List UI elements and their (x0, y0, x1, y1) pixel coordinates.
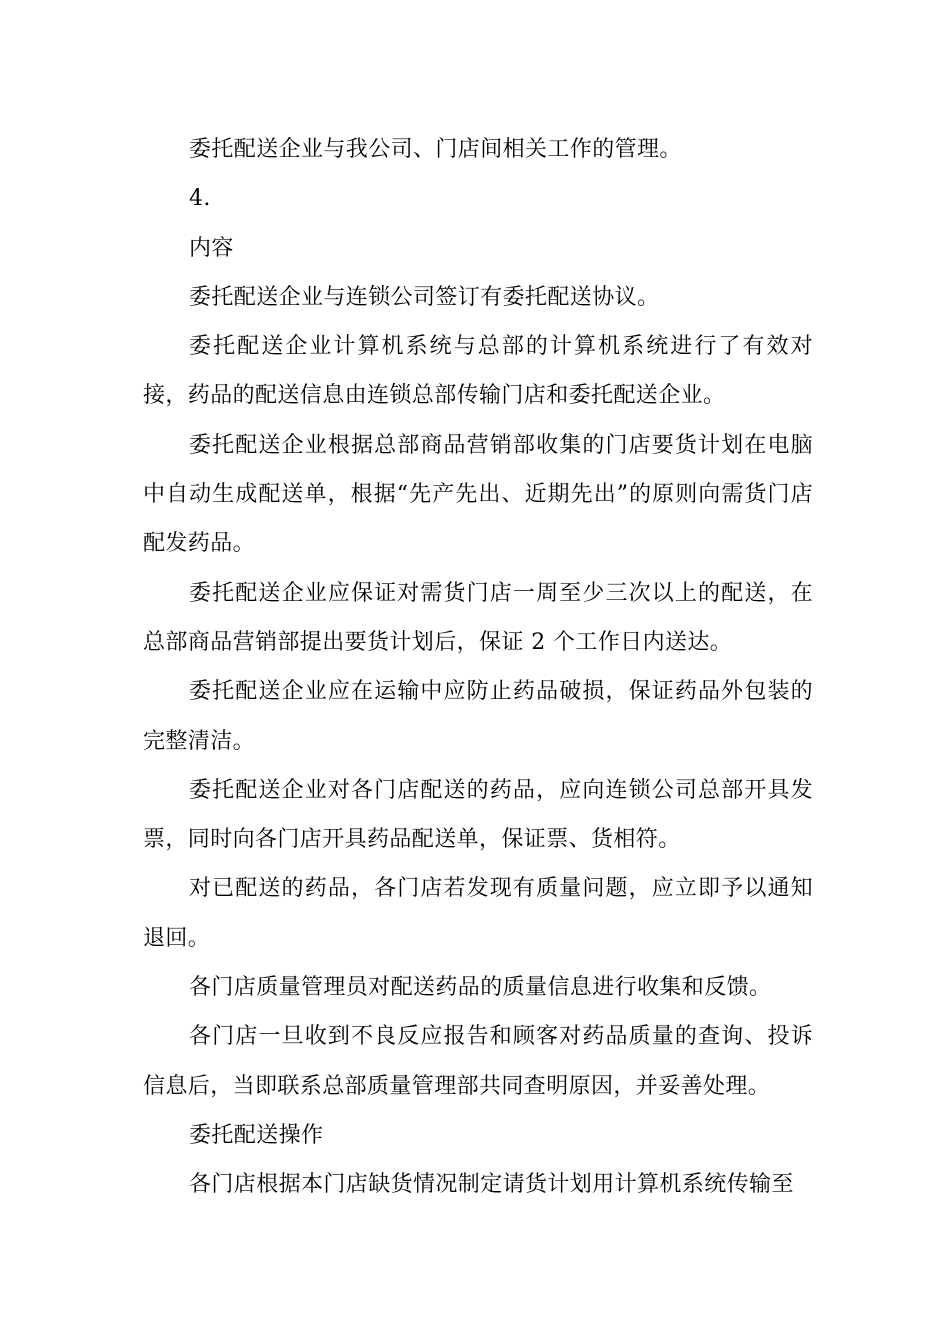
document-body (143, 125, 813, 1210)
paragraph-6: 委托配送企业根据总部商品营销部收集的门店要货计划在电脑中自动生成配送单，根据“先产先出、近期先出”的原则向需货门店配发药品。 (143, 432, 813, 557)
paragraph-3: 内容 (189, 235, 234, 261)
paragraph-5: 委托配送企业计算机系统与总部的计算机系统进行了有效对接，药品的配送信息由连锁总部传输门店和委托配送企业。 (143, 334, 813, 409)
paragraph-8: 委托配送企业应在运输中应防止药品破损，保证药品外包装的完整清洁。 (143, 679, 813, 754)
paragraph-13: 委托配送操作 (189, 1122, 324, 1148)
paragraph-12: 各门店一旦收到不良反应报告和顾客对药品质量的查询、投诉信息后，当即联系总部质量管理部共同查明原因，并妥善处理。 (143, 1024, 813, 1099)
paragraph-11: 各门店质量管理员对配送药品的质量信息进行收集和反馈。 (189, 975, 772, 1001)
paragraph-4: 委托配送企业与连锁公司签订有委托配送协议。 (189, 284, 660, 310)
paragraph-9: 委托配送企业对各门店配送的药品，应向连锁公司总部开具发票，同时向各门店开具药品配送单，保证票、货相符。 (143, 777, 813, 853)
paragraph-7: 委托配送企业应保证对需货门店一周至少三次以上的配送，在总部商品营销部提出要货计划后，保证 2 个工作日内送达。 (143, 580, 813, 655)
paragraph-2: 4. (189, 186, 211, 212)
paragraph-14: 各门店根据本门店缺货情况制定请货计划用计算机系统传输至 (189, 1172, 794, 1198)
paragraph-10: 对已配送的药品，各门店若发现有质量问题，应立即予以通知退回。 (143, 876, 813, 951)
paragraph-1: 委托配送企业与我公司、门店间相关工作的管理。 (189, 137, 682, 162)
